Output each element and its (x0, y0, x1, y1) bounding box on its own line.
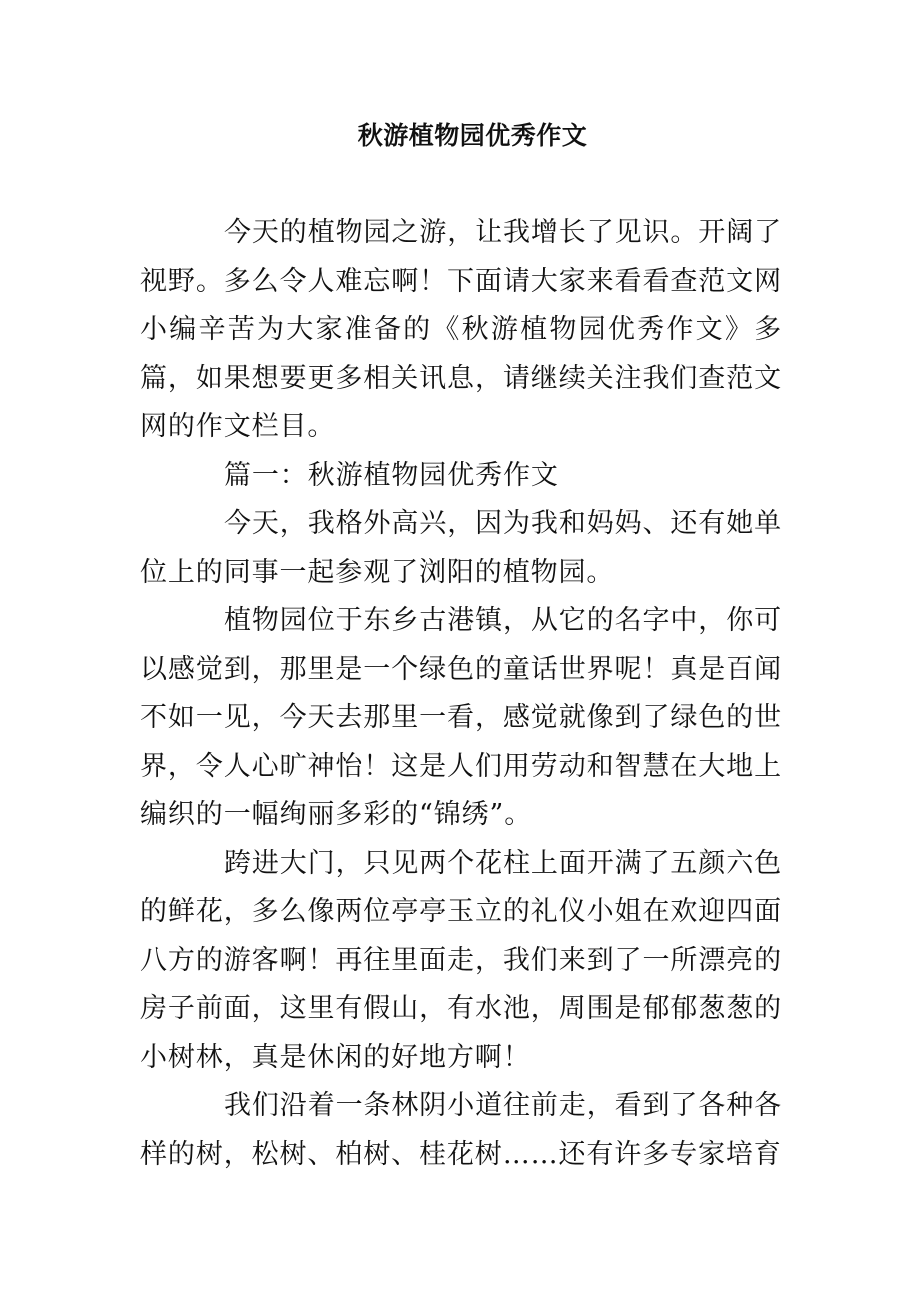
paragraph-intro: 今天的植物园之游，让我增长了见识。开阔了视野。多么令人难忘啊！下面请大家来看看查范文网小编辛苦为大家准备的《秋游植物园优秀作文》多篇，如果想要更多相关讯息，请继续关注我们查范文网的作文栏目。 (140, 217, 782, 442)
section-heading: 篇一：秋游植物园优秀作文 (224, 459, 559, 491)
paragraph: 今天，我格外高兴，因为我和妈妈、还有她单位上的同事一起参观了浏阳的植物园。 (140, 508, 782, 588)
document-body (140, 209, 782, 1179)
paragraph: 我们沿着一条林阴小道往前走，看到了各种各样的树，松树、柏树、桂花树……还有许多专家培育 (140, 1090, 782, 1170)
document-title: 秋游植物园优秀作文 (357, 121, 588, 150)
paragraph: 植物园位于东乡古港镇，从它的名字中，你可以感觉到，那里是一个绿色的童话世界呢！真是百闻不如一见，今天去那里一看，感觉就像到了绿色的世界，令人心旷神怡！这是人们用劳动和智慧在大地上编织的一幅绚丽多彩的“锦绣”。 (140, 605, 782, 830)
paragraph: 跨进大门，只见两个花柱上面开满了五颜六色的鲜花，多么像两位亭亭玉立的礼仪小姐在欢迎四面八方的游客啊！再往里面走，我们来到了一所漂亮的房子前面，这里有假山，有水池，周围是郁郁葱葱的小树林，真是休闲的好地方啊！ (140, 847, 782, 1073)
